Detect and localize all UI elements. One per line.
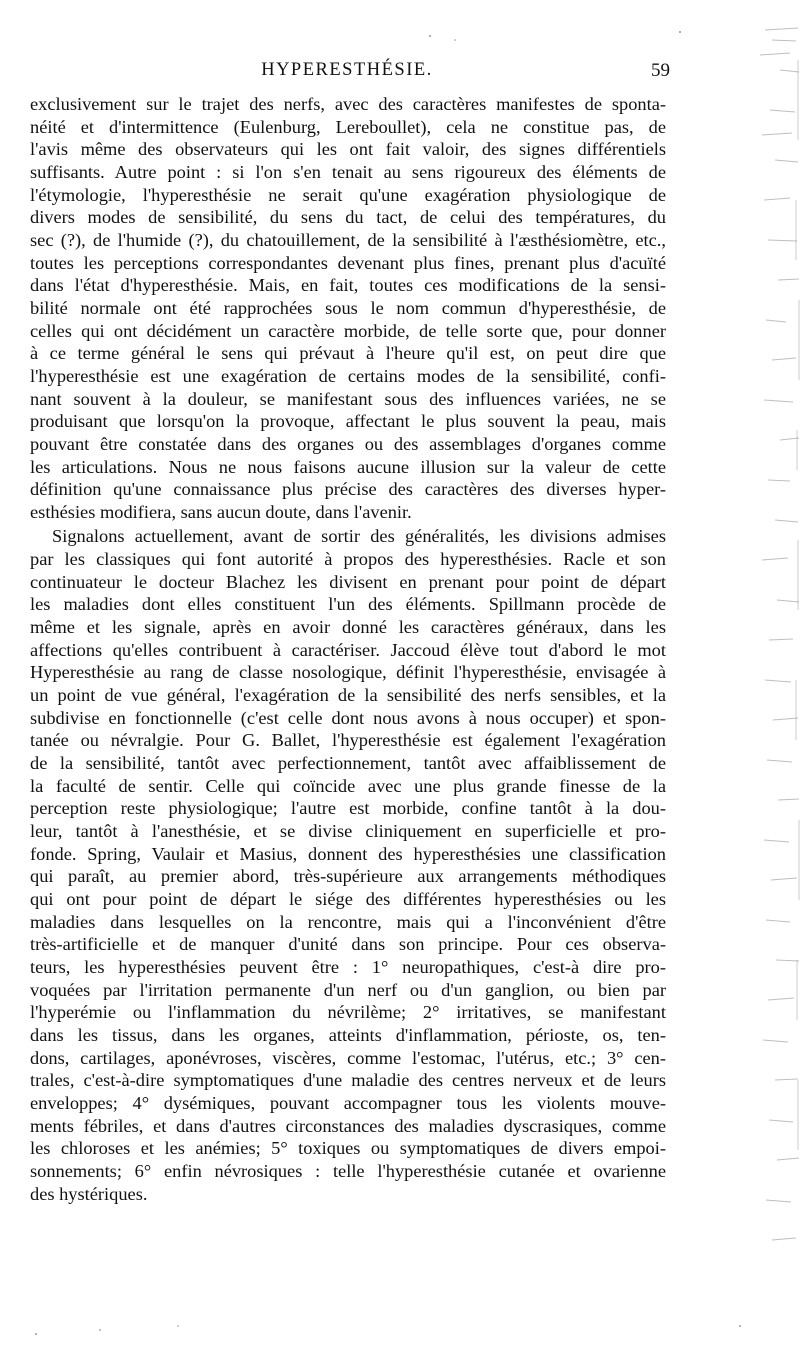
text-line: sec (?), de l'humide (?), du chatouillement, de la sensibilité à l'æsthésiomètre, etc.,	[30, 229, 666, 250]
text-line: celles qui ont décidément un caractère morbide, de telle sorte que, pour donner	[30, 320, 666, 341]
text-line: tanée ou névralgie. Pour G. Ballet, l'hyperesthésie est également l'exagération	[30, 730, 666, 751]
text-line: par les classiques qui font autorité à propos des hyperesthésies. Racle et son	[30, 549, 666, 570]
text-line: même et les signale, après en avoir donné les caractères généraux, dans les	[30, 617, 666, 638]
text-line: Signalons actuellement, avant de sortir des généralités, les divisions admises	[52, 526, 666, 547]
text-line: trales, c'est-à-dire symptomatiques d'une maladie des centres nerveux et de leurs	[30, 1070, 666, 1091]
text-line: dons, cartilages, aponévroses, viscères, comme l'estomac, l'utérus, etc.; 3° cen-	[30, 1047, 666, 1068]
text-line: maladies dans lesquelles on la rencontre, mais qui a l'inconvénient d'être	[30, 911, 666, 932]
text-line: de la sensibilité, tantôt avec perfectionnement, tantôt avec affaiblissement de	[30, 753, 666, 774]
text-line: divers modes de sensibilité, du sens du tact, de celui des températures, du	[30, 207, 666, 228]
page-number: 59	[651, 60, 670, 81]
text-line: voquées par l'irritation permanente d'un nerf ou d'un ganglion, ou bien par	[30, 979, 666, 1000]
text-line: la faculté de sentir. Celle qui coïncide avec une plus grande finesse de la	[30, 775, 666, 796]
text-line: Hyperesthésie au rang de classe nosologique, définit l'hyperesthésie, envisagée à	[30, 662, 666, 683]
text-line: produisant que lorsqu'on la provoque, affectant le plus souvent la peau, mais	[30, 411, 666, 432]
text-line: les maladies dont elles constituent l'un des éléments. Spillmann procède de	[30, 594, 666, 615]
text-line: définition qu'une connaissance plus précise des caractères des diverses hyper-	[30, 479, 666, 500]
text-line: subdivise en fonctionnelle (c'est celle dont nous avons à nous occuper) et spon-	[30, 707, 666, 728]
text-line: ments fébriles, et dans d'autres circonstances des maladies dyscrasiques, comme	[30, 1115, 666, 1136]
text-line: affections qu'elles contribuent à caractériser. Jaccoud élève tout d'abord le mot	[30, 639, 666, 660]
text-line: nant souvent à la douleur, se manifestant sous des influences variées, ne se	[30, 388, 666, 409]
running-title: HYPERESTHÉSIE.	[261, 60, 433, 80]
text-line: fonde. Spring, Vaulair et Masius, donnent des hyperesthésies une classification	[30, 843, 666, 864]
text-line: continuateur le docteur Blachez les divisent en prenant pour point de départ	[30, 571, 666, 592]
text-line: l'hyperémie ou l'inflammation du névrilème; 2° irritatives, se manifestant	[30, 1002, 666, 1023]
text-line: perception reste physiologique; l'autre est morbide, confine tantôt à la dou-	[30, 798, 666, 819]
text-line: un point de vue général, l'exagération de la sensibilité des nerfs sensibles, et la	[30, 685, 666, 706]
text-line: l'étymologie, l'hyperesthésie ne serait qu'une exagération physiologique de	[30, 184, 666, 205]
text-line: enveloppes; 4° dysémiques, pouvant accompagner tous les violents mouve-	[30, 1092, 666, 1113]
text-line: qui ont pour point de départ le siége des différentes hyperesthésies ou les	[30, 888, 666, 909]
text-line: qui paraît, au premier abord, très-supérieure aux arrangements méthodiques	[30, 866, 666, 887]
text-line: toutes les perceptions correspondantes devenant plus fines, prenant plus d'acuïté	[30, 252, 666, 273]
text-line: teurs, les hyperesthésies peuvent être : 1° neuropathiques, c'est-à dire pro-	[30, 956, 666, 977]
text-line: sonnements; 6° enfin névrosiques : telle l'hyperesthésie cutanée et ovarienne	[30, 1160, 666, 1181]
text-line: bilité normale ont été rapprochées sous le nom commun d'hyperesthésie, de	[30, 297, 666, 318]
text-line: des hystériques.	[30, 1183, 148, 1204]
text-line: très-artificielle et de manquer d'unité dans son principe. Pour ces observa-	[30, 934, 666, 955]
text-line: l'hyperesthésie est une exagération de certains modes de la sensibilité, confi-	[30, 365, 666, 386]
text-line: à ce terme général le sens qui prévaut à l'heure qu'il est, on peut dire que	[30, 343, 666, 364]
text-line: l'avis même des observateurs qui les ont fait valoir, des signes différentiels	[30, 139, 666, 160]
text-line: leur, tantôt à l'anesthésie, et se divise cliniquement en superficielle et pro-	[30, 821, 666, 841]
text-line: dans l'état d'hyperesthésie. Mais, en fait, toutes ces modifications de la sensi-	[30, 275, 666, 296]
text-line: dans les tissus, dans les organes, atteints d'inflammation, périoste, os, ten-	[30, 1024, 666, 1045]
text-line: suffisants. Autre point : si l'on s'en tenait au sens rigoureux des éléments de	[30, 161, 666, 182]
text-line: néité et d'intermittence (Eulenburg, Lereboullet), cela ne constitue pas, de	[30, 116, 666, 137]
text-line: les articulations. Nous ne nous faisons aucune illusion sur la valeur de cette	[30, 456, 666, 477]
text-line: pouvant être constatée dans des organes ou des assemblages d'organes comme	[30, 433, 666, 454]
text-line: esthésies modifiera, sans aucun doute, dans l'avenir.	[30, 501, 412, 522]
text-line: exclusivement sur le trajet des nerfs, avec des caractères manifestes de sponta-	[30, 94, 666, 114]
text-line: les chloroses et les anémies; 5° toxiques ou symptomatiques de divers empoi-	[30, 1138, 666, 1159]
